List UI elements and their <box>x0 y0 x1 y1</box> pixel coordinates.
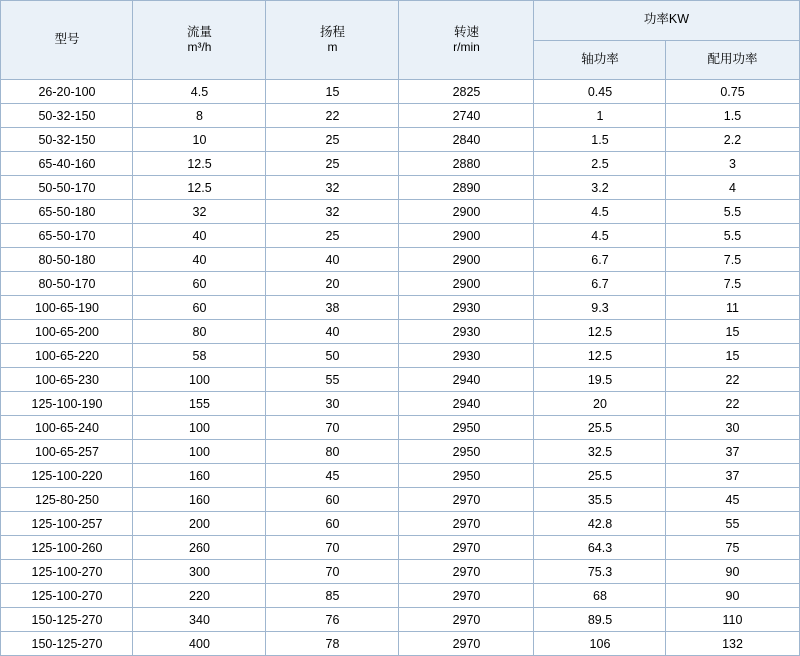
cell-shaft-power: 1.5 <box>534 128 666 152</box>
cell-matched-power: 1.5 <box>666 104 799 128</box>
column-header-flow-unit: m³/h <box>187 40 212 55</box>
cell-speed: 2900 <box>399 200 534 224</box>
cell-flow: 40 <box>133 224 266 248</box>
cell-flow: 200 <box>133 512 266 536</box>
table-row <box>1 512 799 536</box>
table-row <box>1 176 799 200</box>
cell-shaft-power: 4.5 <box>534 224 666 248</box>
cell-matched-power: 5.5 <box>666 224 799 248</box>
table-row <box>1 80 799 104</box>
cell-head: 60 <box>266 488 399 512</box>
cell-model: 100-65-220 <box>1 344 133 368</box>
cell-head: 78 <box>266 632 399 656</box>
cell-model: 80-50-170 <box>1 272 133 296</box>
cell-model: 65-50-180 <box>1 200 133 224</box>
cell-shaft-power: 1 <box>534 104 666 128</box>
cell-flow: 100 <box>133 416 266 440</box>
cell-flow: 58 <box>133 344 266 368</box>
cell-matched-power: 7.5 <box>666 248 799 272</box>
cell-flow: 155 <box>133 392 266 416</box>
cell-flow: 12.5 <box>133 176 266 200</box>
cell-shaft-power: 12.5 <box>534 320 666 344</box>
cell-speed: 2930 <box>399 296 534 320</box>
table-row <box>1 560 799 584</box>
cell-model: 125-80-250 <box>1 488 133 512</box>
cell-matched-power: 0.75 <box>666 80 799 104</box>
table-row <box>1 488 799 512</box>
cell-matched-power: 90 <box>666 584 799 608</box>
column-header-matched-power: 配用功率 <box>666 40 799 80</box>
cell-flow: 100 <box>133 440 266 464</box>
cell-speed: 2930 <box>399 344 534 368</box>
cell-speed: 2970 <box>399 584 534 608</box>
cell-matched-power: 22 <box>666 392 799 416</box>
table-header <box>1 1 799 80</box>
cell-matched-power: 22 <box>666 368 799 392</box>
cell-model: 100-65-257 <box>1 440 133 464</box>
cell-speed: 2740 <box>399 104 534 128</box>
cell-model: 125-100-220 <box>1 464 133 488</box>
cell-model: 26-20-100 <box>1 80 133 104</box>
cell-model: 100-65-240 <box>1 416 133 440</box>
cell-shaft-power: 19.5 <box>534 368 666 392</box>
cell-head: 55 <box>266 368 399 392</box>
table-row <box>1 200 799 224</box>
cell-flow: 300 <box>133 560 266 584</box>
table-row <box>1 296 799 320</box>
cell-flow: 100 <box>133 368 266 392</box>
cell-shaft-power: 64.3 <box>534 536 666 560</box>
cell-matched-power: 3 <box>666 152 799 176</box>
cell-flow: 80 <box>133 320 266 344</box>
cell-flow: 4.5 <box>133 80 266 104</box>
cell-matched-power: 11 <box>666 296 799 320</box>
cell-speed: 2950 <box>399 416 534 440</box>
column-header-speed-unit: r/min <box>453 40 480 55</box>
cell-model: 100-65-200 <box>1 320 133 344</box>
cell-model: 80-50-180 <box>1 248 133 272</box>
cell-flow: 60 <box>133 272 266 296</box>
cell-head: 60 <box>266 512 399 536</box>
cell-matched-power: 132 <box>666 632 799 656</box>
table-body <box>1 80 799 656</box>
cell-head: 50 <box>266 344 399 368</box>
cell-flow: 340 <box>133 608 266 632</box>
table-row <box>1 224 799 248</box>
cell-flow: 12.5 <box>133 152 266 176</box>
cell-flow: 220 <box>133 584 266 608</box>
cell-shaft-power: 25.5 <box>534 464 666 488</box>
table-row <box>1 368 799 392</box>
column-header-speed-label: 转速 <box>453 24 479 39</box>
column-header-power-group: 功率KW <box>534 1 799 41</box>
cell-speed: 2970 <box>399 632 534 656</box>
cell-head: 32 <box>266 176 399 200</box>
cell-speed: 2970 <box>399 608 534 632</box>
cell-model: 125-100-257 <box>1 512 133 536</box>
cell-matched-power: 4 <box>666 176 799 200</box>
cell-matched-power: 37 <box>666 464 799 488</box>
cell-shaft-power: 35.5 <box>534 488 666 512</box>
cell-matched-power: 110 <box>666 608 799 632</box>
column-header-flow-label: 流量 <box>186 24 212 39</box>
cell-head: 70 <box>266 536 399 560</box>
cell-speed: 2900 <box>399 224 534 248</box>
cell-speed: 2930 <box>399 320 534 344</box>
column-header-head-label: 扬程 <box>319 24 345 39</box>
cell-head: 25 <box>266 152 399 176</box>
cell-speed: 2940 <box>399 368 534 392</box>
table-row <box>1 344 799 368</box>
table-row <box>1 608 799 632</box>
cell-matched-power: 75 <box>666 536 799 560</box>
cell-head: 40 <box>266 320 399 344</box>
cell-shaft-power: 3.2 <box>534 176 666 200</box>
table-row <box>1 584 799 608</box>
cell-shaft-power: 42.8 <box>534 512 666 536</box>
cell-shaft-power: 6.7 <box>534 248 666 272</box>
cell-head: 15 <box>266 80 399 104</box>
cell-head: 70 <box>266 560 399 584</box>
cell-model: 50-50-170 <box>1 176 133 200</box>
cell-head: 32 <box>266 200 399 224</box>
cell-head: 45 <box>266 464 399 488</box>
cell-head: 80 <box>266 440 399 464</box>
cell-matched-power: 15 <box>666 344 799 368</box>
column-header-head <box>266 1 399 80</box>
cell-shaft-power: 2.5 <box>534 152 666 176</box>
table-row <box>1 416 799 440</box>
cell-shaft-power: 89.5 <box>534 608 666 632</box>
cell-flow: 400 <box>133 632 266 656</box>
cell-model: 50-32-150 <box>1 128 133 152</box>
table-row <box>1 128 799 152</box>
header-row-primary <box>1 1 799 41</box>
cell-matched-power: 7.5 <box>666 272 799 296</box>
table-row <box>1 440 799 464</box>
cell-head: 20 <box>266 272 399 296</box>
cell-speed: 2970 <box>399 536 534 560</box>
cell-head: 22 <box>266 104 399 128</box>
cell-model: 50-32-150 <box>1 104 133 128</box>
cell-matched-power: 55 <box>666 512 799 536</box>
cell-head: 70 <box>266 416 399 440</box>
column-header-flow <box>133 1 266 80</box>
cell-head: 85 <box>266 584 399 608</box>
cell-model: 125-100-190 <box>1 392 133 416</box>
cell-flow: 160 <box>133 464 266 488</box>
table-row <box>1 152 799 176</box>
column-header-model: 型号 <box>1 1 133 80</box>
cell-matched-power: 45 <box>666 488 799 512</box>
cell-flow: 60 <box>133 296 266 320</box>
column-header-speed <box>399 1 534 80</box>
cell-shaft-power: 75.3 <box>534 560 666 584</box>
table-row <box>1 464 799 488</box>
cell-speed: 2970 <box>399 488 534 512</box>
cell-matched-power: 2.2 <box>666 128 799 152</box>
cell-speed: 2900 <box>399 248 534 272</box>
cell-speed: 2880 <box>399 152 534 176</box>
table-row <box>1 632 799 656</box>
table-row <box>1 272 799 296</box>
table-row <box>1 248 799 272</box>
cell-model: 65-40-160 <box>1 152 133 176</box>
table-row <box>1 104 799 128</box>
cell-flow: 32 <box>133 200 266 224</box>
cell-speed: 2900 <box>399 272 534 296</box>
cell-shaft-power: 68 <box>534 584 666 608</box>
cell-speed: 2890 <box>399 176 534 200</box>
cell-head: 30 <box>266 392 399 416</box>
cell-speed: 2840 <box>399 128 534 152</box>
cell-shaft-power: 106 <box>534 632 666 656</box>
cell-flow: 260 <box>133 536 266 560</box>
cell-flow: 160 <box>133 488 266 512</box>
cell-model: 100-65-190 <box>1 296 133 320</box>
cell-matched-power: 90 <box>666 560 799 584</box>
cell-matched-power: 15 <box>666 320 799 344</box>
cell-flow: 40 <box>133 248 266 272</box>
cell-head: 38 <box>266 296 399 320</box>
cell-model: 150-125-270 <box>1 632 133 656</box>
cell-model: 125-100-260 <box>1 536 133 560</box>
table-row <box>1 536 799 560</box>
cell-shaft-power: 9.3 <box>534 296 666 320</box>
cell-model: 125-100-270 <box>1 560 133 584</box>
cell-speed: 2940 <box>399 392 534 416</box>
cell-head: 76 <box>266 608 399 632</box>
cell-head: 25 <box>266 224 399 248</box>
cell-matched-power: 30 <box>666 416 799 440</box>
column-header-head-unit: m <box>327 40 338 55</box>
cell-model: 100-65-230 <box>1 368 133 392</box>
cell-shaft-power: 32.5 <box>534 440 666 464</box>
cell-head: 25 <box>266 128 399 152</box>
cell-shaft-power: 20 <box>534 392 666 416</box>
cell-speed: 2825 <box>399 80 534 104</box>
column-header-shaft-power: 轴功率 <box>534 40 666 80</box>
cell-shaft-power: 12.5 <box>534 344 666 368</box>
cell-flow: 8 <box>133 104 266 128</box>
cell-shaft-power: 4.5 <box>534 200 666 224</box>
cell-model: 65-50-170 <box>1 224 133 248</box>
cell-speed: 2950 <box>399 440 534 464</box>
cell-flow: 10 <box>133 128 266 152</box>
cell-shaft-power: 0.45 <box>534 80 666 104</box>
cell-model: 150-125-270 <box>1 608 133 632</box>
cell-speed: 2970 <box>399 560 534 584</box>
cell-speed: 2970 <box>399 512 534 536</box>
cell-matched-power: 5.5 <box>666 200 799 224</box>
cell-shaft-power: 25.5 <box>534 416 666 440</box>
table-row <box>1 320 799 344</box>
cell-head: 40 <box>266 248 399 272</box>
cell-model: 125-100-270 <box>1 584 133 608</box>
cell-shaft-power: 6.7 <box>534 272 666 296</box>
cell-speed: 2950 <box>399 464 534 488</box>
cell-matched-power: 37 <box>666 440 799 464</box>
table-row <box>1 392 799 416</box>
